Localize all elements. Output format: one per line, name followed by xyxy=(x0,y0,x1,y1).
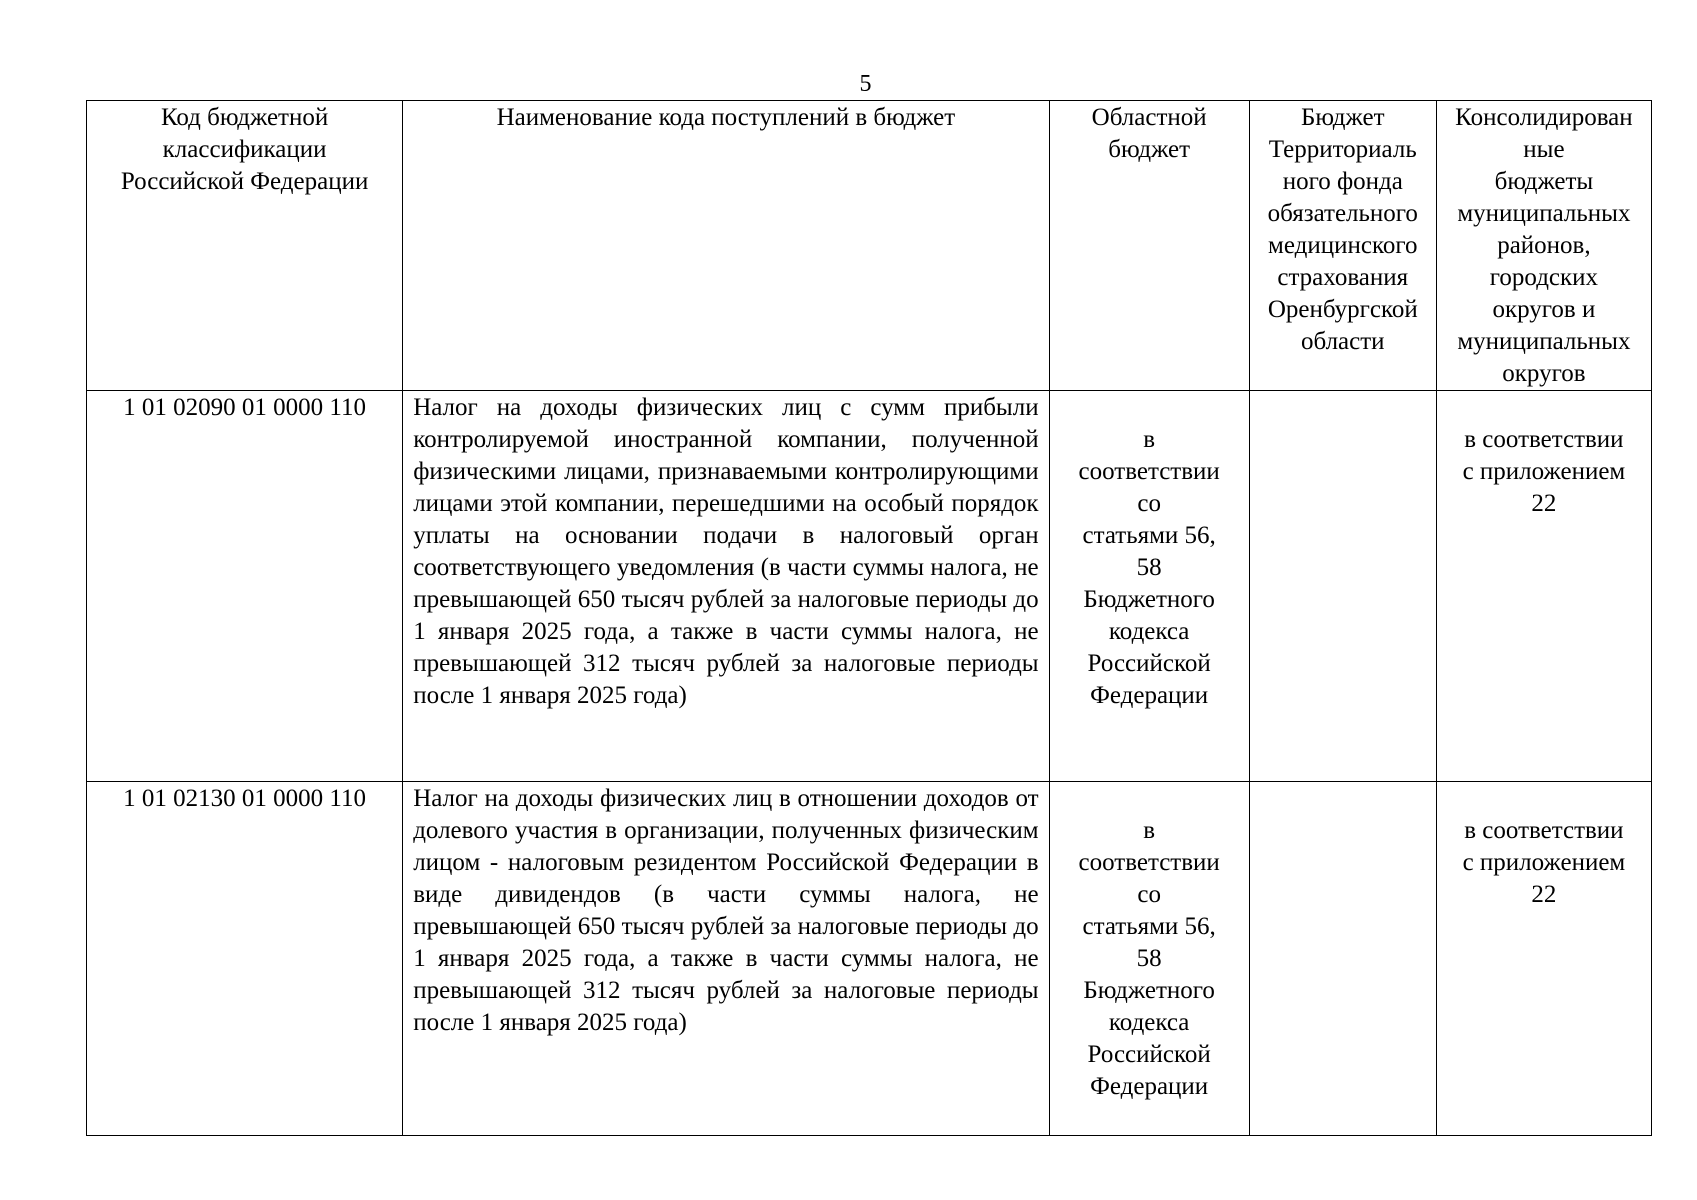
header-medical-fund-budget xyxy=(1249,101,1436,391)
header-medical-fund-budget-label: Бюджет Территориаль ного фонда обязательного медицинского страхования Оренбургской области xyxy=(1267,104,1418,355)
budget-code-cell xyxy=(87,782,403,1136)
municipal-budget-value: в соответствии с приложением 22 xyxy=(1462,817,1626,908)
page-number: 5 xyxy=(859,71,872,97)
regional-budget-value: в соответствии со статьями 56, 58 Бюджетного кодекса Российской Федерации xyxy=(1078,426,1220,709)
table-row xyxy=(87,391,1652,782)
medical-fund-cell xyxy=(1249,391,1436,782)
header-municipal-budgets xyxy=(1436,101,1651,391)
budget-code-cell xyxy=(87,391,403,782)
regional-budget-cell xyxy=(1049,391,1249,782)
medical-fund-value xyxy=(1254,423,1432,424)
budget-code: 1 01 02130 01 0000 110 xyxy=(123,785,366,812)
header-revenue-name-label: Наименование кода поступлений в бюджет xyxy=(496,104,956,131)
municipal-budget-cell xyxy=(1436,391,1651,782)
medical-fund-cell xyxy=(1249,782,1436,1136)
header-budget-code xyxy=(87,101,403,391)
header-budget-code-label: Код бюджетной классификации Российской Федерации xyxy=(120,104,369,195)
revenue-name: Налог на доходы физических лиц с сумм прибыли контролируемой иностранной компании, полученной физическими лицами, признаваемыми контролирующими лицами этой компании, перешедшими на особый порядок уплаты на основании подачи в налоговый орган соответствующего уведомления (в части суммы налога, не превышающей 650 тысяч рублей за налоговые периоды до 1 января 2025 года, а также в части суммы налога, не превышающей 312 тысяч рублей за налоговые периоды после 1 января 2025 года) xyxy=(413,394,1039,709)
budget-revenue-table xyxy=(86,100,1652,1136)
revenue-name: Налог на доходы физических лиц в отношении доходов от долевого участия в организации, полученных физическим лицом - налоговым резидентом Российской Федерации в виде дивидендов (в части суммы налога, не превышающей 650 тысяч рублей за налоговые периоды до 1 января 2025 года, а также в части суммы налога, не превышающей 312 тысяч рублей за налоговые периоды после 1 января 2025 года) xyxy=(413,785,1039,1036)
revenue-name-cell xyxy=(403,391,1049,782)
header-revenue-name xyxy=(403,101,1049,391)
table-row xyxy=(87,782,1652,1136)
budget-code: 1 01 02090 01 0000 110 xyxy=(123,394,366,421)
table-header-row xyxy=(87,101,1652,391)
medical-fund-value xyxy=(1254,814,1432,815)
municipal-budget-cell xyxy=(1436,782,1651,1136)
header-municipal-budgets-label: Консолидирован ные бюджеты муниципальных районов, городских округов и муниципальных округов xyxy=(1455,104,1633,387)
municipal-budget-value: в соответствии с приложением 22 xyxy=(1462,426,1626,517)
header-regional-budget-label: Областной бюджет xyxy=(1091,104,1207,163)
revenue-name-cell xyxy=(403,782,1049,1136)
regional-budget-cell xyxy=(1049,782,1249,1136)
regional-budget-value: в соответствии со статьями 56, 58 Бюджетного кодекса Российской Федерации xyxy=(1078,817,1220,1100)
header-regional-budget xyxy=(1049,101,1249,391)
